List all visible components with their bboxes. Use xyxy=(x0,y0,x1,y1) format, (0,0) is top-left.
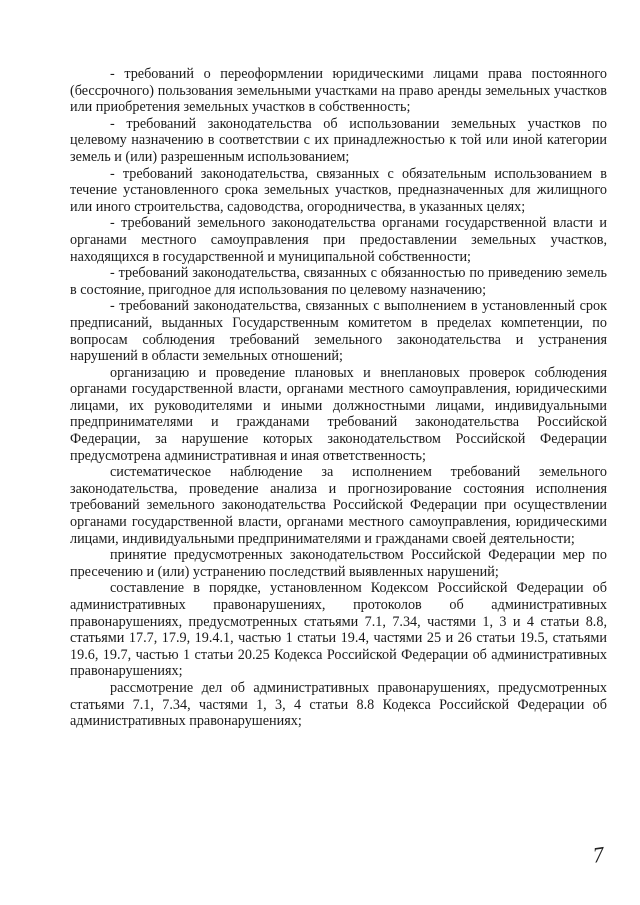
paragraph-7: организацию и проведение плановых и внеплановых проверок соблюдения органами государственной власти, органами местного самоуправления, юридическими лицами, их руководителями и иными должностными лицами, индивидуальными предпринимателями и гражданами требований законодательства Российской Федерации, за нарушение которых законодательством Российской Федерации предусмотрена административная и иная ответственность; xyxy=(70,364,607,464)
paragraph-11: рассмотрение дел об административных правонарушениях, предусмотренных статьями 7.1, 7.34, частями 1, 3, 4 статьи 8.8 Кодекса Российской Федерации об административных правонарушениях; xyxy=(70,679,607,730)
paragraph-9: принятие предусмотренных законодательством Российской Федерации мер по пресечению и (или) устранению последствий выявленных нарушений; xyxy=(70,547,607,580)
document-body xyxy=(70,66,607,730)
paragraph-10: составление в порядке, установленном Кодексом Российской Федерации об административных правонарушениях, протоколов об административных правонарушениях, предусмотренных статьями 7.1, 7.34, частями 1, 3 и 4 статьи 8.8, статьями 17.7, 17.9, 19.4.1, частью 1 статьи 19.4, частями 25 и 26 статьи 19.5, статьями 19.6, 19.7, частью 1 статьи 20.25 Кодекса Российской Федерации об административных правонарушениях; xyxy=(70,580,607,680)
paragraph-4: - требований земельного законодательства органами государственной власти и органами местного самоуправления при предоставлении земельных участков, находящихся в государственной и муниципальной собственности; xyxy=(70,215,607,265)
page-number: 7 xyxy=(591,841,606,868)
paragraph-2: - требований законодательства об использовании земельных участков по целевому назначению в соответствии с их принадлежностью к той или иной категории земель и (или) разрешенным использованием; xyxy=(70,115,607,165)
paragraph-3: - требований законодательства, связанных с обязательным использованием в течение установленного срока земельных участков, предназначенных для жилищного или иного строительства, садоводства, огородничества, в указанных целях; xyxy=(70,165,607,215)
paragraph-1: - требований о переоформлении юридическими лицами права постоянного (бессрочного) пользования земельными участками на право аренды земельных участков или приобретения земельных участков в собственность; xyxy=(70,66,607,116)
paragraph-6: - требований законодательства, связанных с выполнением в установленный срок предписаний, выданных Государственным комитетом в пределах компетенции, по вопросам соблюдения требований земельного законодательства и устранения нарушений в области земельных отношений; xyxy=(70,298,607,365)
paragraph-8: систематическое наблюдение за исполнением требований земельного законодательства, проведение анализа и прогнозирование состояния исполнения требований земельного законодательства Российской Федерации при осуществлении органами государственной власти, органами местного самоуправления, юридическими лицами, индивидуальными предпринимателями и гражданами своей деятельности; xyxy=(70,464,607,547)
paragraph-5: - требований законодательства, связанных с обязанностью по приведению земель в состояние, пригодное для использования по целевому назначению; xyxy=(70,265,607,298)
